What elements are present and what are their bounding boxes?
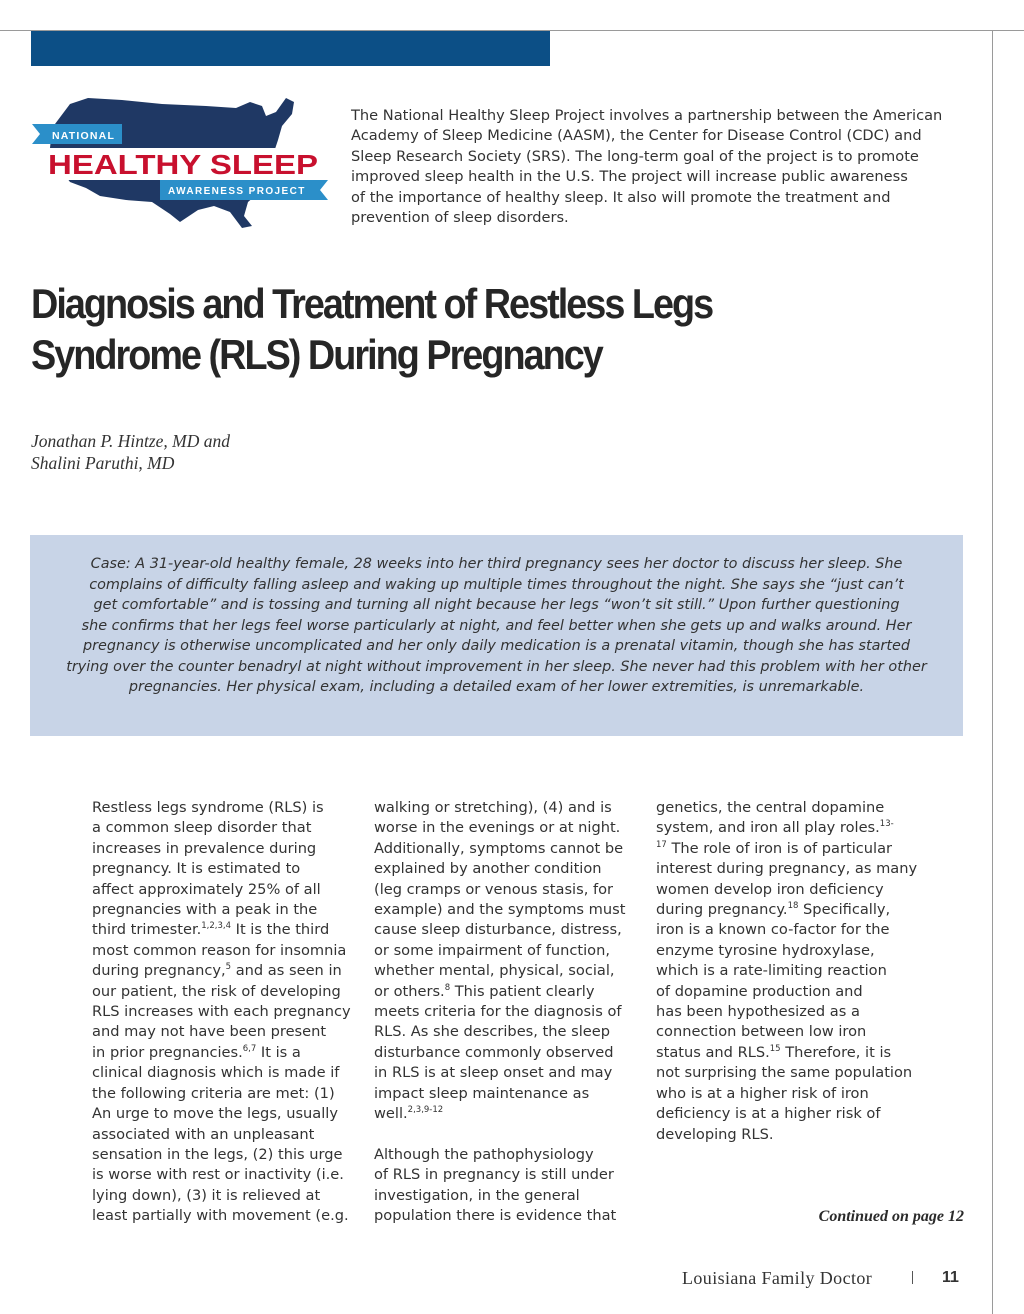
citation: 2,3,9-12 — [407, 1105, 444, 1116]
body-column-1 — [92, 798, 362, 1227]
article-title: Diagnosis and Treatment of Restless Legs Syndrome (RLS) During Pregnancy — [31, 280, 713, 378]
citation: 13- — [879, 819, 894, 830]
col1-text: It is the third most common reason for insomnia during pregnancy, — [92, 921, 347, 980]
logo-healthy-sleep-text: HEALTHY SLEEP — [48, 149, 318, 180]
body-column-3 — [656, 798, 956, 1145]
citation: 1,2,3,4 — [201, 921, 231, 932]
footer-publication: Louisiana Family Doctor — [682, 1268, 873, 1288]
healthy-sleep-logo — [30, 92, 330, 232]
intro-paragraph: The National Healthy Sleep Project involves a partnership between the American Academy of Sleep Medicine (AASM), the Center for Disease Control (CDC) and Sleep Research Society (SRS). The long-term goal of the project is to promote improved sleep health in the U.S. The project will increase public awareness of the importance of healthy sleep. It also will promote the treatment and prevention of sleep disorders. — [351, 107, 943, 227]
body-column-2 — [374, 798, 644, 1227]
col2-text: walking or stretching), (4) and is worse in the evenings or at night. Additionally, symptoms cannot be explained by another condition (leg cramps or venous stasis, for example) and the symptoms must cause sleep disturbance, distress, or some impairment of function, whether mental, physical, social, or others. — [374, 799, 626, 1000]
col1-text: and as seen in our patient, the risk of developing RLS increases with each pregnancy and may not have been present in prior pregnancies. — [92, 962, 351, 1061]
case-box — [30, 535, 963, 736]
footer-separator — [912, 1271, 913, 1284]
citation: 15 — [769, 1043, 781, 1054]
logo-national-text: NATIONAL — [52, 130, 116, 142]
col2-text: This patient clearly meets criteria for the diagnosis of RLS. As she describes, the sleep disturbance commonly observed in RLS is at sleep onset and may impact sleep maintenance as well. — [374, 982, 622, 1123]
col2-text: Although the pathophysiology of RLS in pregnancy is still under investigation, in the general population there is evidence that — [374, 1145, 617, 1225]
citation: 8 — [444, 982, 451, 993]
citation: 18 — [787, 901, 799, 912]
col3-text: genetics, the central dopamine system, and iron all play roles. — [656, 799, 885, 837]
col1-text: It is a clinical diagnosis which is made if the following criteria are met: (1) An urge to move the legs, usually associated with an unpleasant sensation in the legs, (2) this urge is worse with rest or inactivity (i.e. lying down), (3) it is relieved at least partially with movement (e.g. — [92, 1043, 349, 1225]
citation: 17 — [656, 839, 667, 850]
continued-link[interactable]: Continued on page 12 — [818, 1208, 964, 1225]
citation: 5 — [225, 962, 232, 973]
col1-text: Restless legs syndrome (RLS) is a common sleep disorder that increases in prevalence during pregnancy. It is estimated to affect approximately 25% of all pregnancies with a peak in the third trimester. — [92, 799, 324, 939]
right-margin-rule — [992, 30, 993, 1314]
header-color-bar — [31, 31, 550, 66]
paragraph-gap — [374, 1125, 644, 1145]
col3-text: The role of iron is of particular interest during pregnancy, as many women develop iron deficiency during pregnancy. — [656, 839, 918, 919]
citation: 6,7 — [242, 1043, 257, 1054]
article-authors: Jonathan P. Hintze, MD and Shalini Paruthi, MD — [31, 431, 230, 473]
col3-text: Therefore, it is not surprising the same population who is at a higher risk of iron deficiency is at a higher risk of developing RLS. — [656, 1043, 913, 1143]
logo-awareness-text: AWARENESS PROJECT — [168, 186, 306, 197]
col3-text: Specifically, iron is a known co-factor for the enzyme tyrosine hydroxylase, which is a rate-limiting reaction of dopamine production and has been hypothesized as a connection between low iron status and RLS. — [656, 901, 891, 1061]
case-text: Case: A 31-year-old healthy female, 28 weeks into her third pregnancy sees her doctor to discuss her sleep. She complains of difficulty falling asleep and waking up multiple times throughout the night. She says she “just can’t get comfortable” and is tossing and turning all night because her legs “won’t sit still.” Upon further questioning she confirms that her legs feel worse particularly at night, and feel better when she gets up and walks around. Her pregnancy is otherwise uncomplicated and her only daily medication is a prenatal vitamin, though she has started trying over the counter benadryl at night without improvement in her sleep. She never had this problem with her other pregnancies. Her physical exam, including a detailed exam of her lower extremities, is unremarkable. — [66, 556, 927, 695]
page-number: 11 — [942, 1269, 959, 1286]
